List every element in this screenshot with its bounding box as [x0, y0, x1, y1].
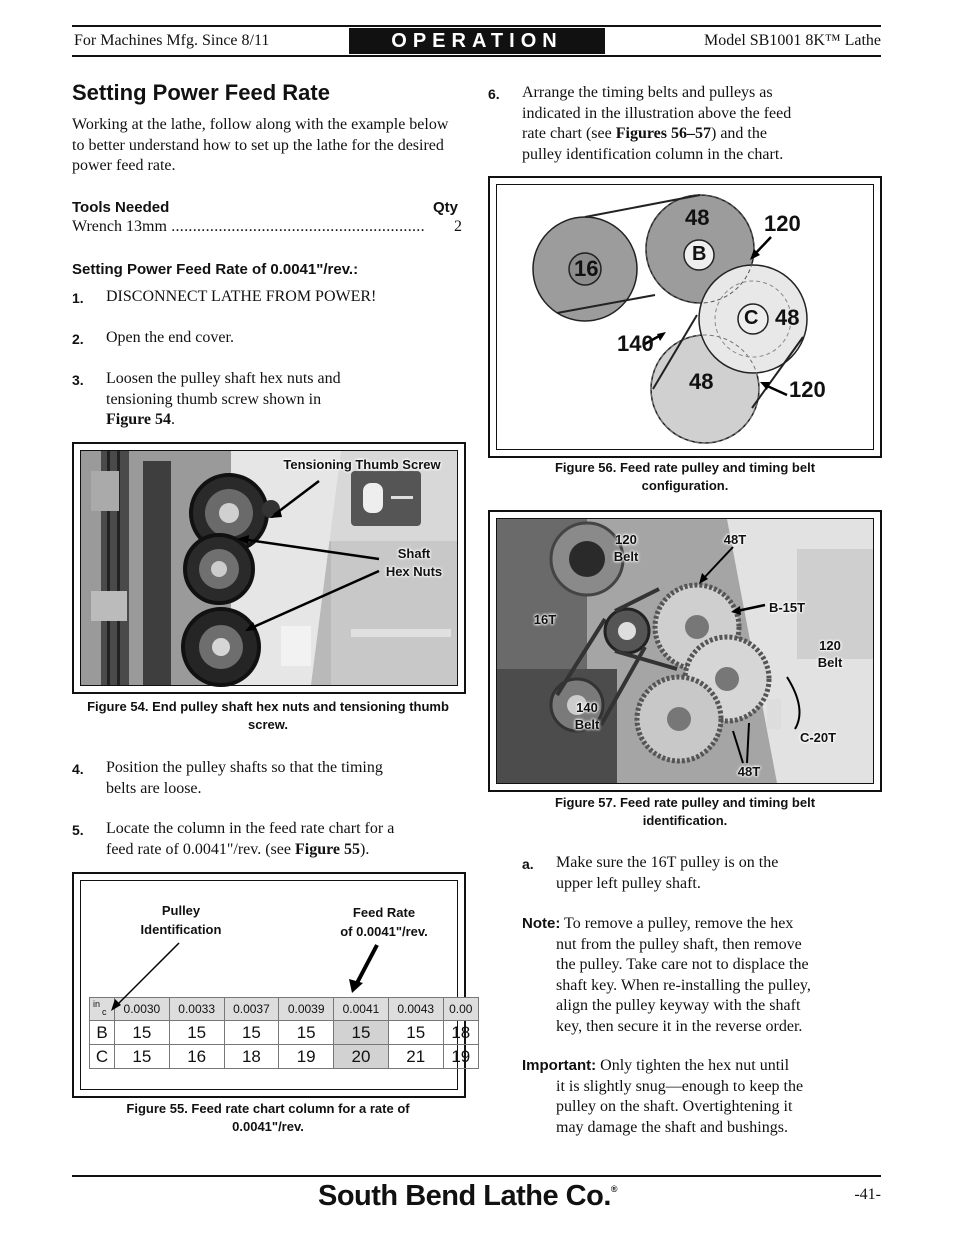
- page-number: -41-: [854, 1186, 881, 1203]
- step-text: [106, 758, 466, 799]
- note-line: key, then secure it in the reverse order.: [556, 1017, 803, 1035]
- step-line: indicated in the illustration above the feed: [522, 104, 792, 122]
- step-line: Position the pulley shafts so that the timing: [106, 759, 383, 776]
- label-belt-120-bottom: 120: [789, 377, 826, 402]
- label-line: Identification: [140, 922, 222, 937]
- tools-item: [72, 217, 464, 238]
- label-b-15t: B-15T: [768, 600, 806, 615]
- step-number: 4.: [72, 761, 84, 777]
- figure-reference: Figure 54: [106, 411, 172, 428]
- step-text: [106, 819, 468, 860]
- step-letter: a.: [522, 856, 534, 872]
- note-line: align the pulley keyway with the shaft: [556, 997, 801, 1014]
- important-label: Important:: [522, 1057, 597, 1074]
- step-text: [106, 369, 466, 431]
- label-pulley-16: 16: [574, 256, 599, 281]
- footer-logo-reg: ®: [610, 1184, 618, 1194]
- chart-cell: 15: [388, 1021, 443, 1045]
- figure-57-photo: [496, 518, 874, 784]
- label-belt-120-top: 120: [764, 211, 801, 236]
- chart-cell-highlighted: 20: [334, 1045, 389, 1069]
- step-line-start: feed rate of 0.0041"/rev. (see: [106, 840, 295, 858]
- figure-55-caption: Figure 55. Feed rate chart column for a rate of 0.0041"/rev.: [126, 1101, 410, 1134]
- step-line: [106, 410, 466, 431]
- step-number: 1.: [72, 290, 84, 306]
- label-line: Feed Rate: [352, 905, 416, 920]
- rate-header: 0.00: [443, 998, 478, 1021]
- label-tensioning-thumb-screw: Tensioning Thumb Screw: [283, 457, 441, 472]
- procedure-subheading: Setting Power Feed Rate of 0.0041"/rev.:: [72, 261, 359, 278]
- step-number: 5.: [72, 822, 84, 838]
- label-hex-nuts: Hex Nuts: [385, 564, 443, 579]
- header-top-rule: [72, 25, 881, 27]
- label-16t: 16T: [533, 612, 557, 627]
- header-right-text: Model SB1001 8K™ Lathe: [704, 32, 881, 49]
- figure-55-inner: [80, 880, 473, 1090]
- chart-cell: 19: [443, 1045, 478, 1069]
- step-line-start: rate chart (see: [522, 125, 616, 142]
- important-line: may damage the shaft and bushings.: [556, 1118, 788, 1136]
- label-belt-140: 140: [617, 331, 654, 356]
- header-left-text: For Machines Mfg. Since 8/11: [74, 32, 270, 49]
- tools-qty-heading: Qty: [433, 199, 459, 216]
- corner-in: in: [93, 999, 101, 1009]
- label-pulley-c-teeth: 48: [775, 305, 800, 330]
- step-line: Locate the column in the feed rate chart for a: [106, 820, 395, 837]
- row-label: B: [90, 1021, 115, 1045]
- step-number: 6.: [488, 86, 500, 102]
- label-pulley-b-teeth: 48: [685, 205, 710, 230]
- important-first-line: [522, 1056, 884, 1077]
- label-line: of 0.0041"/rev.: [340, 924, 428, 939]
- figure-reference: Figures 56–57: [615, 125, 711, 142]
- figure-54-photo: [80, 450, 458, 686]
- step-line: tensioning thumb screw shown in: [106, 390, 322, 408]
- step-number: 2.: [72, 331, 84, 347]
- label-line: Belt: [574, 717, 600, 732]
- step-text: [556, 853, 886, 894]
- figure-55-frame: [72, 872, 473, 1098]
- label-120-belt-right: [809, 637, 851, 671]
- step-text: Open the end cover.: [106, 329, 234, 346]
- label-48t-bottom: 48T: [737, 764, 761, 779]
- note-line: nut from the pulley shaft, then remove: [556, 935, 802, 953]
- chart-cell: 18: [224, 1045, 279, 1069]
- tools-item-name: Wrench 13mm: [72, 218, 167, 235]
- footer-logo: [318, 1180, 617, 1213]
- figure-54-caption: Figure 54. End pulley shaft hex nuts and tensioning thumb screw.: [87, 699, 449, 732]
- step-text: DISCONNECT LATHE FROM POWER!: [106, 288, 377, 305]
- rate-header: 0.0030: [115, 998, 170, 1021]
- corner-c: c: [102, 1007, 107, 1017]
- step-line: Arrange the timing belts and pulleys as: [522, 84, 773, 101]
- step-line: Loosen the pulley shaft hex nuts and: [106, 370, 341, 387]
- step-number: 3.: [72, 372, 84, 388]
- note-line: the pulley. Take care not to displace the: [556, 956, 809, 973]
- label-line: 120: [615, 532, 637, 547]
- page-title: Setting Power Feed Rate: [72, 80, 330, 105]
- chart-cell: 19: [279, 1045, 334, 1069]
- important-block: [522, 1056, 884, 1138]
- figure-54-frame: [72, 442, 466, 694]
- figure-56-inner: [496, 184, 874, 450]
- figure-55-arrows: [81, 881, 457, 1089]
- label-line: 120: [819, 638, 841, 653]
- footer-logo-text: South Bend Lathe Co.: [318, 1180, 611, 1212]
- label-140-belt: [567, 699, 607, 733]
- rate-header: 0.0037: [224, 998, 279, 1021]
- chart-cell: 16: [169, 1045, 224, 1069]
- chart-cell: 15: [169, 1021, 224, 1045]
- important-line: pulley on the shaft. Overtightening it: [556, 1098, 793, 1115]
- tools-item-qty: 2: [452, 217, 462, 238]
- chart-cell: 15: [115, 1021, 170, 1045]
- step-line: upper left pulley shaft.: [556, 874, 701, 892]
- label-48t-top: 48T: [723, 532, 747, 547]
- step-line: [522, 124, 882, 145]
- rate-header: 0.0039: [279, 998, 334, 1021]
- rate-header: 0.0043: [388, 998, 443, 1021]
- chart-cell: 18: [443, 1021, 478, 1045]
- label-line: 140: [576, 700, 598, 715]
- label-line: Pulley: [161, 903, 201, 918]
- figure-reference: Figure 55: [294, 840, 360, 858]
- rate-header: 0.0033: [169, 998, 224, 1021]
- label-pulley-c: C: [744, 307, 759, 329]
- note-block: [522, 914, 884, 1037]
- chart-cell: 15: [279, 1021, 334, 1045]
- label-120-belt-top: [601, 531, 651, 565]
- label-line: Belt: [817, 655, 843, 670]
- step-line-end: .: [171, 411, 176, 428]
- figure-56-caption: Figure 56. Feed rate pulley and timing belt configuration.: [554, 460, 816, 493]
- chart-cell: 15: [224, 1021, 279, 1045]
- important-line: it is slightly snug—enough to keep the: [556, 1077, 804, 1095]
- label-c-20t: C-20T: [799, 730, 837, 745]
- footer-rule: [72, 1175, 881, 1177]
- step-line: belts are loose.: [106, 779, 202, 797]
- step-text: [522, 83, 882, 165]
- row-label: C: [90, 1045, 115, 1069]
- header-bottom-rule: [72, 55, 881, 57]
- step-line-end: ) and the: [710, 125, 767, 142]
- note-line: shaft key. When re-installing the pulley,: [556, 976, 811, 994]
- label-shaft: Shaft: [397, 546, 431, 561]
- label-line: Belt: [613, 549, 639, 564]
- figure-57-caption: Figure 57. Feed rate pulley and timing belt identification.: [554, 795, 816, 828]
- section-tab-operation: OPERATION: [349, 28, 605, 54]
- label-pulley-bottom: 48: [689, 369, 714, 394]
- step-line-end: ).: [360, 840, 370, 858]
- important-first-text: Only tighten the hex nut until: [596, 1057, 790, 1074]
- note-label: Note:: [522, 915, 561, 932]
- chart-cell-highlighted: 15: [334, 1021, 389, 1045]
- rate-header-highlighted: 0.0041: [334, 998, 389, 1021]
- step-line: [106, 840, 468, 861]
- step-line: Make sure the 16T pulley is on the: [556, 854, 779, 871]
- chart-cell: 15: [115, 1045, 170, 1069]
- figure-56-frame: [488, 176, 882, 458]
- tools-leader-dots: ...........................................................: [166, 218, 425, 235]
- intro-paragraph: Working at the lathe, follow along with the example below to better understand how to set up the lathe for the desired power feed rate.: [72, 116, 449, 174]
- step-line: pulley identification column in the chart.: [522, 145, 784, 163]
- tools-heading: Tools Needed: [72, 199, 170, 216]
- label-pulley-b: B: [692, 243, 707, 265]
- note-first-line: [522, 914, 884, 935]
- chart-cell: 21: [388, 1045, 443, 1069]
- figure-57-frame: [488, 510, 882, 792]
- note-first-text: To remove a pulley, remove the hex: [560, 915, 794, 932]
